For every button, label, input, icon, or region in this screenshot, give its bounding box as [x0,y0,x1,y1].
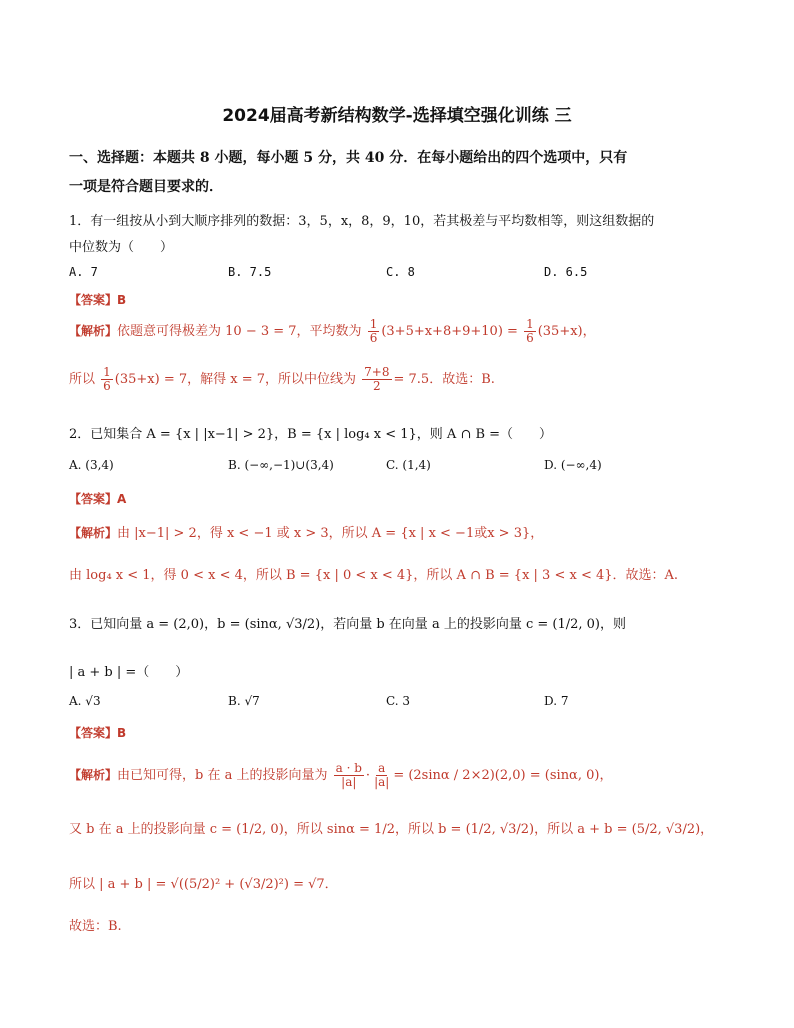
fraction-one-sixth: $\frac{1}{6}$ [369,317,378,346]
q1-eq2: (35+x)， [537,324,596,340]
q1-stem-line2: 中位数为（ ） [69,240,174,255]
q3-analysis-line3: 所以 | a + b | = √((5/2)² + (√3/2)²) = √7． [69,877,338,892]
q2-option-a: A. (3,4) [69,458,114,472]
q1-option-d: D. 6.5 [544,265,588,279]
q1-option-c: C. 8 [386,265,415,279]
fraction-one-sixth-2: $\frac{1}{6}$ [526,317,534,346]
q3-option-c: C. 3 [386,694,411,708]
q3-stem-line2: | a + b | =（ ） [69,665,189,680]
section-heading [69,144,729,202]
q2-option-d: D. (−∞,4) [544,458,602,472]
q1-option-b: B. 7.5 [228,265,272,279]
q3-option-d: D. 7 [544,694,569,708]
fraction-unit-vector: $\frac{a}{|a|}$ [374,761,390,790]
fraction-one-sixth-3: $\frac{1}{6}$ [103,365,111,394]
q3-option-b: B. √7 [228,694,260,708]
q2-stem: 2．已知集合 A = {x | |x−1| > 2}，B = {x | log₄ x < 1}，则 A ∩ B =（ ） [69,427,553,442]
q1-analysis-text: 依题意可得极差为 10 − 3 = 7，平均数为 [117,324,362,340]
q3-stem-line1: 3．已知向量 a = (2,0)，b = (sinα, √3/2)，若向量 b 在向量 a 上的投影向量 c = (1/2, 0)，则 [69,617,627,632]
q3-answer: 【答案】B [69,726,127,740]
q1-eq1: (3+5+x+8+9+10) = [381,324,518,340]
q3-analysis-line1: 【解析】由已知可得，b 在 a 上的投影向量为 $\frac{a \cdot b}{|a|}$ · $\frac{a}{|a|}$ = (2sinα / 2×2)(2,0) = (sinα, 0)， [69,761,613,790]
section-heading-line2: 一项是符合题目要求的． [69,179,223,195]
q1-answer [69,291,126,308]
section-heading-line1: 一、选择题：本题共 8 小题，每小题 5 分，共 40 分．在每小题给出的四个选项中，只有 [69,150,628,166]
answer-value: B [117,293,127,307]
q2-answer: 【答案】A [69,492,127,506]
fraction-seven-plus-eight: $\frac{7+8}{2}$ [364,365,390,394]
q2-option-b: B. (−∞,−1)∪(3,4) [228,458,334,472]
q1-analysis-line2: 所以 $\frac{1}{6}$ (35+x) = 7，解得 x = 7，所以中位线为 $\frac{7+8}{2}$ = 7.5．故选：B. [69,365,495,394]
q1-option-a: A. 7 [69,265,98,279]
q1-stem-line1: 1．有一组按从小到大顺序排列的数据：3，5，x，8，9，10，若其极差与平均数相等，则这组数据的 [69,214,655,229]
q2-option-c: C. (1,4) [386,458,431,472]
q2-analysis-line2: 由 log₄ x < 1，得 0 < x < 4，所以 B = {x | 0 < x < 4}，所以 A ∩ B = {x | 3 < x < 4}．故选：A. [69,568,679,583]
q2-analysis-line1: 【解析】由 |x−1| > 2，得 x < −1 或 x > 3，所以 A = {x | x < −1或x > 3}， [69,526,544,541]
q3-analysis-line2: 又 b 在 a 上的投影向量 c = (1/2, 0)，所以 sinα = 1/2，所以 b = (1/2, √3/2)，所以 a + b = (5/2, √3/2)， [69,822,714,837]
q3-analysis-line4: 故选：B. [69,919,122,934]
q1-analysis-line1 [69,318,596,345]
q3-option-a: A. √3 [69,694,101,708]
fraction-projection-coef: $\frac{a \cdot b}{|a|}$ [335,761,362,790]
analysis-tag: 【解析】 [69,324,118,339]
page-title: 2024届高考新结构数学-选择填空强化训练 三 [222,106,572,126]
answer-tag: 【答案】 [69,293,118,307]
